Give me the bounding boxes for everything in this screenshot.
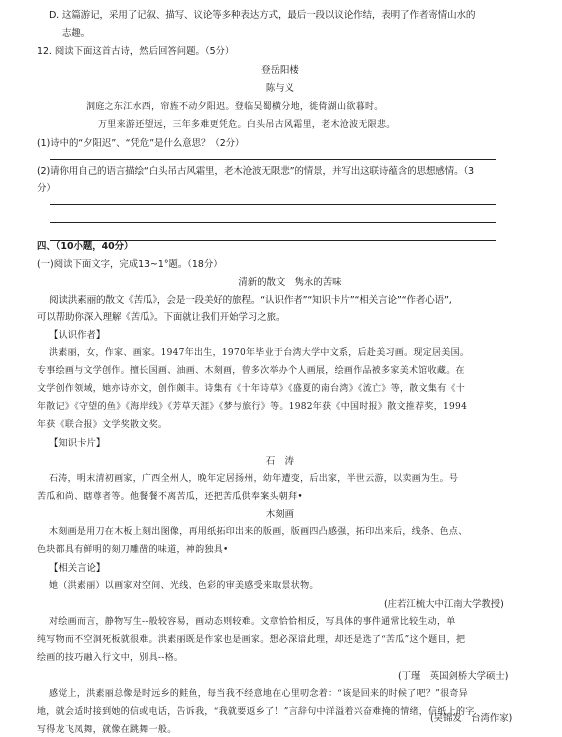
option-d-line2: 志趣。	[62, 28, 91, 39]
remark-line: 写得龙飞凤舞，就像在跳舞一般。	[37, 725, 177, 735]
card-line: 色块都具有鲜明的刻刀雕凿的味道，神韵独具•	[37, 545, 229, 555]
card-title-shitao: 石 涛	[265, 456, 295, 467]
poem-line-1: 洞庭之东江水西，帘旌不动夕阳迟。登临吴蜀横分地，徙倚湖山欲暮时。	[86, 102, 384, 112]
answer-line	[50, 159, 496, 160]
section-heading: 四、（10小题，40分）	[37, 241, 134, 252]
tag-knowledge-card: 【知识卡片】	[49, 438, 106, 449]
card-line: 苦瓜和尚、瞎尊者等。他餐餐不离苦瓜，还把苦瓜供奉案头朝拜•	[37, 492, 304, 502]
tag-know-author: 【认识作者】	[49, 330, 106, 341]
q12-sub1: (1)诗中的“夕阳迟”、“凭危”是什么意思？（2分）	[37, 138, 245, 149]
tag-related-remarks: 【相关言论】	[49, 563, 106, 574]
remark-line: 她（洪素丽）以画家对空间、光线、色彩的审美感受来取景状物。	[49, 581, 319, 591]
q12-sub2-line1: (2)请你用自己的语言描绘“白头吊古风霜里，老木沧波无限悲”的情景，并写出这联诗蕴含的思想感情。（3	[37, 166, 474, 177]
poem-author: 陈与义	[265, 83, 295, 94]
poem-title: 登岳阳楼	[261, 65, 299, 76]
author-line: 年散记》《守望的鱼》《海岸线》《芳草天涯》《梦与旅行》等。1982年获《中国时报》散文推荐奖，1994	[37, 402, 468, 412]
card-line: 石涛，明末清初画家，广西全州人，晚年定居扬州，幼年遭变，后出家，半世云游，以卖画为生。号	[49, 474, 459, 484]
remark-line: 感觉上，洪素丽总像是时远乡的鲑鱼，每当我不经意地在心里叨念着：“该是回来的时候了吧？”很奇异	[49, 689, 469, 699]
q12-stem: 12. 阅读下面这首古诗，然后回答问题。（5分）	[37, 46, 235, 57]
remark-line: 纯写物而不空洞死板就很难。洪素丽既是作家也是画家。想必深谙此理，却还是选了“苦瓜”这个题目，把	[37, 635, 466, 645]
q12-sub2-line2: 分）	[37, 183, 56, 194]
remark-line: 对绘画而言，静物写生--般较容易，画动态则较难。文章恰恰相反，写具体的事件通常比较生动，单	[49, 617, 456, 627]
option-d-line1: D. 这篇游记，采用了记叙、描写、议论等多种表达方式，最后一段以议论作结，表明了作者寄情山水的	[49, 10, 476, 21]
poem-line-2: 万里来游还望远，三年多难更凭危。白头吊古风霜里，老木沧波无限悲。	[98, 120, 396, 130]
author-line: 文学创作领域，她亦诗亦文，创作颇丰。诗集有《十年诗草》《盛夏的南台湾》《流亡》等，散文集有《十	[37, 384, 466, 394]
author-line: 洪素丽，女，作家、画家。1947年出生，1970年毕业于台湾大学中文系，后赴美习画。现定居美国。	[49, 348, 470, 358]
author-line: 专事绘画与文学创作。擅长国画、油画、木刻画，曾多次举办个人画展，绘画作品被多家美术馆收藏。在	[37, 366, 465, 376]
author-line: 年获《联合报》文学奖散文奖。	[37, 420, 168, 430]
card-line: 木刻画是用刀在木板上刻出图像，再用纸拓印出来的版画，版画四凸感强，拓印出来后，线条、色点、	[49, 527, 468, 537]
remark-source: (丁瑾 英国剑桥大学硕士)	[398, 671, 509, 682]
remark-source: (吴锦发 台湾作家)	[430, 713, 513, 724]
remark-line: 绘画的技巧融入行文中，别具--格。	[37, 653, 184, 663]
intro-para-line2: 可以帮助你深入理解《苦瓜》。下面就让我们开始学习之旅。	[37, 312, 286, 323]
remark-source: (庄若江梳大中江南大学教授)	[384, 599, 504, 610]
answer-line	[50, 204, 496, 205]
article-title: 清新的散文 隽永的苦味	[238, 277, 342, 288]
remark-line: 地，就会适时接到她的信或电话，告诉我，“我就要返乡了！”言辞句中洋溢着兴奋难掩的情绪，信纸上的字	[37, 707, 475, 717]
intro-para-line1: 阅读洪素丽的散文《苦瓜》，会是一段美好的旅程。“认识作者”“知识卡片”“相关言论”“作者心语”,	[49, 295, 452, 306]
reading-intro: (一)阅读下面文字，完成13~1°题。（18分）	[37, 259, 223, 270]
card-title-woodcut: 木刻画	[265, 509, 295, 520]
answer-line	[50, 222, 496, 223]
